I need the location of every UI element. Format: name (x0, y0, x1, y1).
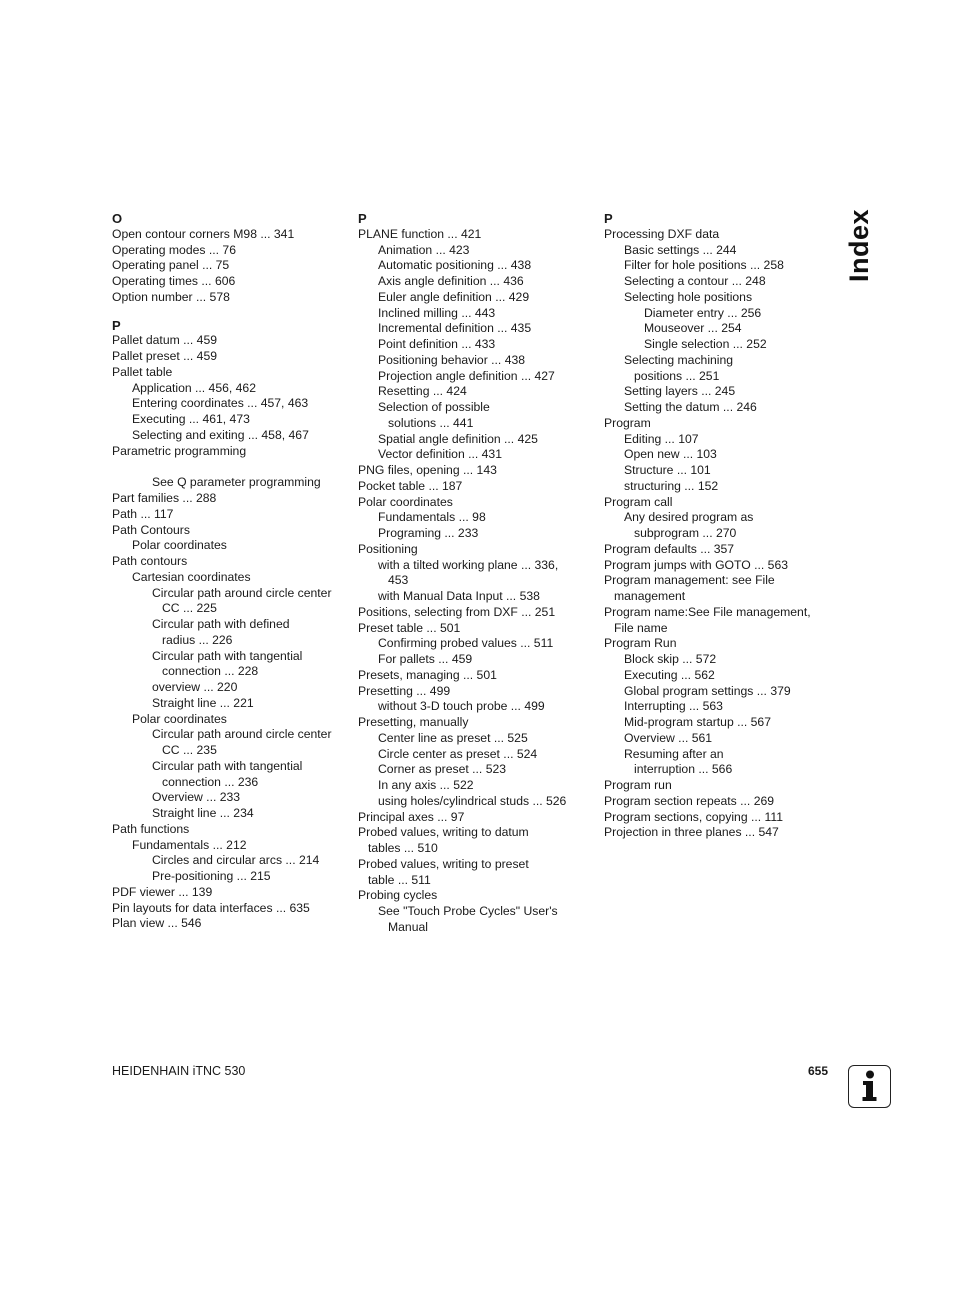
index-entry: Setting layers ... 245 (624, 384, 736, 399)
index-entry: Presetting, manually (358, 715, 469, 729)
index-entry: Positions, selecting from DXF ... 251 (358, 604, 556, 619)
index-entry: Pin layouts for data interfaces ... 635 (112, 900, 310, 915)
index-entry: Circular path with defined (152, 617, 290, 631)
index-entry: Overview ... 561 (624, 730, 713, 745)
index-entry: overview ... 220 (152, 680, 238, 694)
index-entry: Positioning (358, 541, 418, 556)
index-entry: using holes/cylindrical studs ... 526 (378, 793, 567, 808)
index-entry: Circle center as preset ... 524 (378, 746, 538, 761)
index-letter-heading: O (112, 211, 123, 226)
index-entry: table ... 511 (368, 872, 431, 887)
index-entry: Inclined milling ... 443 (378, 305, 496, 320)
index-entry: structuring ... 152 (624, 478, 719, 493)
index-entry: Euler angle definition ... 429 (378, 289, 530, 304)
index-entry: Application ... 456, 462 (132, 380, 256, 395)
index-entry: connection ... 228 (162, 664, 259, 679)
index-entry: Presetting ... 499 (358, 683, 451, 698)
index-entry: Global program settings ... 379 (624, 683, 791, 698)
index-entry: Processing DXF data (604, 226, 720, 241)
index-entry: Presets, managing ... 501 (358, 667, 497, 682)
index-entry: Manual (388, 919, 428, 934)
index-entry: Selecting hole positions (624, 289, 753, 304)
index-entry: File name (614, 620, 668, 635)
index-entry: Polar coordinates (358, 494, 453, 509)
index-letter-heading: P (604, 211, 613, 226)
index-entry: Basic settings ... 244 (624, 242, 737, 257)
index-entry: Circular path with tangential (152, 758, 303, 773)
index-entry: Straight line ... 234 (152, 806, 254, 820)
index-entry: Structure ... 101 (624, 463, 711, 477)
index-entry: Selection of possible (378, 400, 490, 414)
index-entry: Path functions (112, 821, 190, 836)
index-entry: Animation ... 423 (378, 242, 470, 257)
index-entry: Operating modes ... 76 (112, 242, 236, 257)
index-entry: connection ... 236 (162, 774, 259, 789)
index-entry: PDF viewer ... 139 (112, 884, 213, 899)
index-entry: Pallet table (112, 364, 173, 379)
index-entry: See Q parameter programming (152, 475, 321, 490)
index-entry: Resuming after an (624, 746, 724, 761)
index-entry: Open new ... 103 (624, 447, 717, 462)
index-entry: Option number ... 578 (112, 289, 230, 304)
index-letter-heading: P (358, 211, 367, 226)
index-entry: Mid-program startup ... 567 (624, 715, 771, 729)
index-entry: Operating panel ... 75 (112, 258, 230, 273)
index-spacer (112, 459, 348, 475)
index-entry: Executing ... 562 (624, 667, 715, 682)
index-entry: Straight line ... 221 (152, 695, 254, 710)
index-entry: Pre-positioning ... 215 (152, 869, 271, 883)
index-entry: Automatic positioning ... 438 (378, 258, 532, 273)
index-entry: management (614, 589, 686, 603)
index-column-2 (358, 211, 594, 936)
index-tab-label: Index (844, 208, 875, 282)
index-entry: tables ... 510 (368, 841, 438, 855)
index-entry: Part families ... 288 (112, 491, 217, 505)
index-entry: Overview ... 233 (152, 790, 241, 805)
index-entry: Probed values, writing to datum (358, 825, 529, 840)
index-entry: PLANE function ... 421 (358, 226, 482, 241)
index-entry: Path ... 117 (112, 506, 174, 521)
index-entry: Editing ... 107 (624, 431, 699, 446)
index-entry: Block skip ... 572 (624, 652, 717, 666)
index-entry: Circular path with tangential (152, 648, 303, 663)
index-entry: Confirming probed values ... 511 (378, 636, 554, 651)
index-entry: Cartesian coordinates (132, 569, 251, 584)
index-entry: Axis angle definition ... 436 (378, 274, 524, 288)
index-entry: Corner as preset ... 523 (378, 762, 507, 777)
index-entry: Selecting machining (624, 352, 734, 367)
index-entry: Polar coordinates (132, 711, 227, 726)
index-entry: Circular path around circle center (152, 585, 332, 600)
index-entry: Program name:See File management, (604, 604, 811, 619)
index-entry: See "Touch Probe Cycles" User's (378, 904, 558, 918)
info-glyph (849, 1066, 889, 1106)
index-entry: Pallet datum ... 459 (112, 333, 218, 348)
index-entry: PNG files, opening ... 143 (358, 463, 497, 477)
footer-title: HEIDENHAIN iTNC 530 (112, 1064, 246, 1078)
index-entry: 453 (388, 573, 409, 588)
index-entry: with a tilted working plane ... 336, (378, 557, 559, 572)
index-entry: Plan view ... 546 (112, 916, 202, 931)
index-entry: Circular path around circle center (152, 727, 332, 742)
index-entry: Vector definition ... 431 (378, 447, 502, 462)
index-entry: without 3-D touch probe ... 499 (378, 699, 545, 714)
index-entry: Pocket table ... 187 (358, 478, 463, 493)
index-entry: Any desired program as (624, 510, 754, 525)
index-entry: Diameter entry ... 256 (644, 305, 762, 320)
index-entry: Executing ... 461, 473 (132, 412, 250, 426)
index-entry: Open contour corners M98 ... 341 (112, 226, 295, 241)
index-entry: Program sections, copying ... 111 (604, 809, 784, 824)
index-entry: Probed values, writing to preset (358, 856, 529, 871)
index-entry: solutions ... 441 (388, 415, 474, 430)
index-entry: Operating times ... 606 (112, 274, 236, 288)
index-entry: Projection angle definition ... 427 (378, 368, 555, 383)
index-entry: Positioning behavior ... 438 (378, 352, 526, 367)
index-entry: Parametric programming (112, 443, 247, 458)
index-entry: In any axis ... 522 (378, 778, 474, 792)
index-entry: Fundamentals ... 98 (378, 510, 486, 525)
index-entry: Mouseover ... 254 (644, 321, 742, 336)
index-entry: Filter for hole positions ... 258 (624, 258, 784, 273)
index-entry: with Manual Data Input ... 538 (378, 589, 540, 603)
index-entry: Point definition ... 433 (378, 337, 496, 351)
index-entry: Program section repeats ... 269 (604, 793, 775, 808)
index-entry: For pallets ... 459 (378, 652, 473, 666)
index-entry: Fundamentals ... 212 (132, 837, 247, 852)
index-entry: subprogram ... 270 (634, 526, 737, 540)
index-entry: Circles and circular arcs ... 214 (152, 853, 320, 868)
index-entry: Program jumps with GOTO ... 563 (604, 557, 789, 572)
index-entry: CC ... 235 (162, 743, 217, 757)
index-spacer (112, 306, 348, 318)
index-entry: Program Run (604, 636, 677, 651)
index-entry: Selecting a contour ... 248 (624, 274, 766, 288)
index-entry: interruption ... 566 (634, 762, 733, 777)
index-entry: CC ... 225 (162, 601, 217, 616)
index-entry: Interrupting ... 563 (624, 699, 723, 714)
index-column-1 (112, 211, 348, 932)
index-entry: Principal axes ... 97 (358, 809, 465, 824)
index-entry: Center line as preset ... 525 (378, 730, 528, 745)
index-entry: Single selection ... 252 (644, 337, 767, 351)
index-entry: Pallet preset ... 459 (112, 349, 218, 363)
index-entry: Selecting and exiting ... 458, 467 (132, 427, 309, 442)
index-entry: Program (604, 415, 651, 430)
index-entry: Program defaults ... 357 (604, 541, 735, 556)
index-entry: Incremental definition ... 435 (378, 321, 532, 336)
index-entry: Entering coordinates ... 457, 463 (132, 396, 309, 411)
index-entry: Program run (604, 778, 672, 792)
index-entry: Probing cycles (358, 888, 438, 903)
index-entry: positions ... 251 (634, 368, 720, 383)
index-entry: Program management: see File (604, 573, 775, 588)
index-entry: Projection in three planes ... 547 (604, 825, 779, 840)
index-letter-heading: P (112, 317, 121, 333)
index-entry: Polar coordinates (132, 538, 227, 553)
index-entry: Resetting ... 424 (378, 384, 467, 399)
index-entry: Preset table ... 501 (358, 620, 461, 635)
index-entry: Spatial angle definition ... 425 (378, 431, 538, 446)
index-entry: Path Contours (112, 522, 190, 537)
index-column-3 (604, 211, 840, 841)
index-entry: Path contours (112, 554, 188, 568)
info-icon (848, 1065, 891, 1108)
index-entry: radius ... 226 (162, 632, 233, 647)
index-entry: Program call (604, 494, 673, 509)
page-number: 655 (808, 1064, 829, 1078)
index-entry: Setting the datum ... 246 (624, 400, 757, 414)
index-side-tab (830, 205, 890, 285)
index-entry: Programing ... 233 (378, 526, 479, 540)
